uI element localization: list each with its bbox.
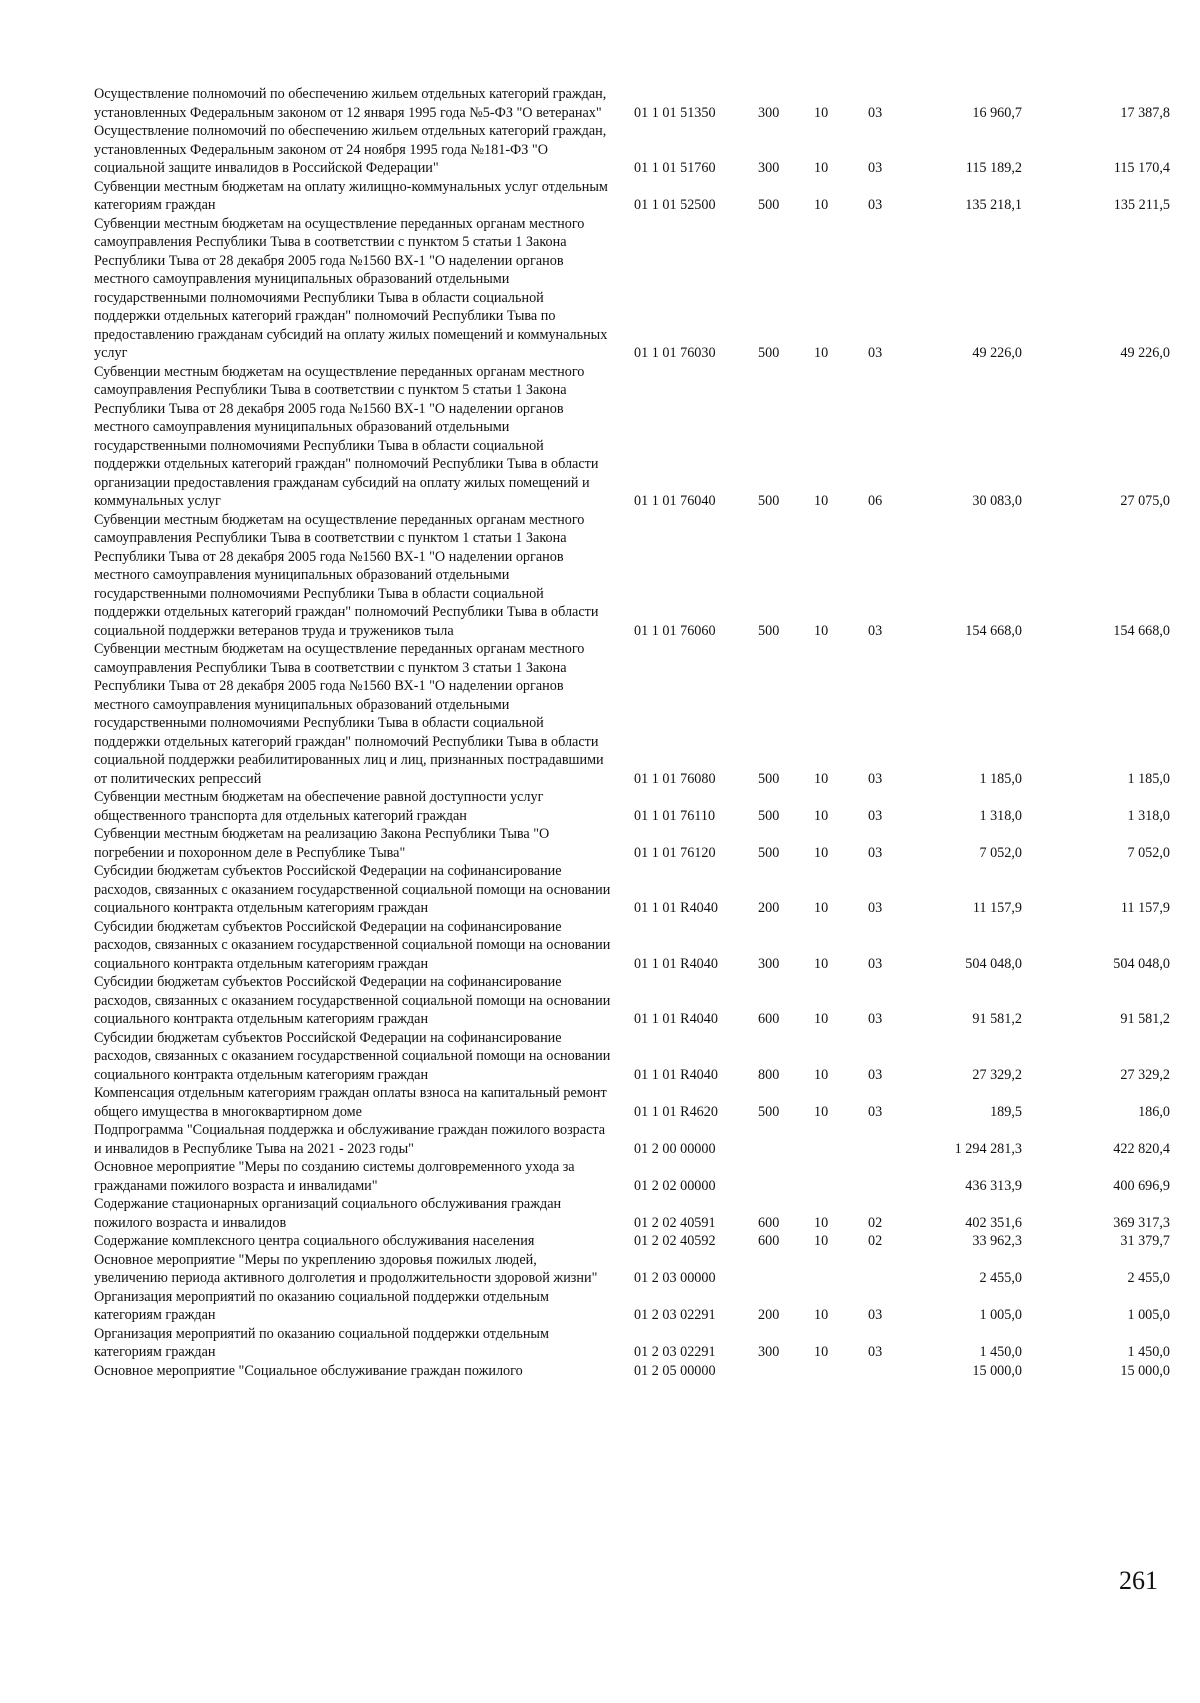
table-row	[94, 1029, 1170, 1085]
amount-year-2: 11 157,9	[1120, 900, 1170, 916]
section-code: 10	[814, 900, 829, 916]
target-article-code: 01 1 01 76030	[634, 345, 716, 361]
row-description: Субвенции местным бюджетам на осуществление переданных органам местного самоуправления Республики Тыва в соответствии с пунктом 5 статьи 1 Закона Республики Тыва от 28 декабря 2005 года №1560 ВХ-1 "О наделении органов местного самоуправления муниципальных образований отдельными государственными полномочиями Республики Тыва в области социальной поддержки отдельных категорий граждан" полномочий Республики Тыва по предоставлению гражданам субсидий на оплату жилых помещений и коммунальных услуг	[94, 215, 608, 361]
expense-type-code: 500	[758, 1103, 780, 1120]
subsection-code: 03	[868, 900, 883, 916]
amount-year-1: 154 668,0	[965, 622, 1022, 639]
amount-year-1: 1 185,0	[979, 770, 1022, 787]
expense-type-code: 500	[758, 622, 780, 639]
row-description: Субвенции местным бюджетам на обеспечение равной доступности услуг общественного транспорта для отдельных категорий граждан	[94, 789, 544, 824]
amount-year-1: 436 313,9	[965, 1177, 1022, 1194]
target-article-code: 01 2 02 00000	[634, 1177, 716, 1194]
table-row	[94, 1362, 1170, 1381]
section-code	[814, 1362, 868, 1381]
target-article-code: 01 2 03 00000	[634, 1270, 716, 1286]
amount-year-2: 400 696,9	[1113, 1177, 1170, 1194]
subsection-code: 03	[868, 1011, 883, 1027]
section-code: 10	[814, 955, 829, 972]
amount-year-2: 7 052,0	[1127, 844, 1170, 861]
amount-year-2: 422 820,4	[1113, 1140, 1170, 1157]
expense-type-code	[758, 1158, 814, 1195]
section-code: 10	[814, 197, 829, 213]
amount-year-2: 27 075,0	[1120, 493, 1170, 509]
subsection-code: 03	[868, 104, 883, 121]
expense-type-code: 600	[758, 1214, 780, 1231]
amount-year-1: 1 005,0	[979, 1307, 1022, 1323]
amount-year-1: 189,5	[990, 1103, 1022, 1120]
subsection-code	[868, 1362, 928, 1381]
amount-year-2: 49 226,0	[1120, 345, 1170, 361]
target-article-code: 01 1 01 51350	[634, 104, 716, 121]
subsection-code: 03	[868, 1307, 883, 1323]
amount-year-2: 1 450,0	[1127, 1344, 1170, 1360]
amount-year-1: 11 157,9	[972, 900, 1022, 916]
target-article-code: 01 1 01 51760	[634, 160, 716, 176]
table-row	[94, 215, 1170, 363]
subsection-code: 03	[868, 844, 883, 861]
page-number: 261	[1119, 1566, 1158, 1595]
table-row	[94, 640, 1170, 788]
amount-year-1: 27 329,2	[972, 1066, 1022, 1083]
table-row	[94, 511, 1170, 641]
subsection-code: 02	[868, 1233, 883, 1249]
table-row	[94, 1232, 1170, 1251]
subsection-code: 03	[868, 770, 883, 787]
target-article-code: 01 2 00 00000	[634, 1140, 716, 1157]
expense-type-code: 300	[758, 955, 780, 972]
target-article-code: 01 2 02 40591	[634, 1214, 716, 1231]
amount-year-1: 1 294 281,3	[954, 1140, 1022, 1157]
subsection-code: 03	[868, 1344, 883, 1360]
section-code: 10	[814, 844, 829, 861]
expense-type-code: 600	[758, 1011, 780, 1027]
table-row	[94, 122, 1170, 178]
expense-type-code: 200	[758, 900, 780, 916]
subsection-code: 03	[868, 807, 883, 824]
amount-year-2: 504 048,0	[1113, 955, 1170, 972]
subsection-code: 03	[868, 345, 883, 361]
expense-type-code: 500	[758, 197, 780, 213]
expense-type-code: 200	[758, 1307, 780, 1323]
amount-year-1: 504 048,0	[965, 955, 1022, 972]
subsection-code: 03	[868, 1103, 883, 1120]
amount-year-2: 369 317,3	[1113, 1214, 1170, 1231]
amount-year-1: 1 318,0	[979, 807, 1022, 824]
section-code: 10	[814, 1214, 829, 1231]
budget-table	[94, 85, 1170, 1380]
subsection-code: 03	[868, 622, 883, 639]
expense-type-code: 300	[758, 160, 780, 176]
expense-type-code: 300	[758, 104, 780, 121]
amount-year-1: 402 351,6	[965, 1214, 1022, 1231]
row-description: Субсидии бюджетам субъектов Российской Федерации на софинансирование расходов, связанных с оказанием государственной социальной помощи на основании социального контракта отдельным категориям граждан	[94, 1029, 611, 1083]
subsection-code	[868, 1251, 928, 1288]
amount-year-2: 2 455,0	[1127, 1270, 1170, 1286]
amount-year-1: 30 083,0	[972, 493, 1022, 509]
expense-type-code: 500	[758, 493, 780, 509]
section-code: 10	[814, 807, 829, 824]
row-description: Субвенции местным бюджетам на осуществление переданных органам местного самоуправления Республики Тыва в соответствии с пунктом 5 статьи 1 Закона Республики Тыва от 28 декабря 2005 года №1560 ВХ-1 "О наделении органов местного самоуправления муниципальных образований отдельными государственными полномочиями Республики Тыва в области социальной поддержки отдельных категорий граждан" полномочий Республики Тыва в области организации предоставления гражданам субсидий на оплату жилых помещений и коммунальных услуг	[94, 363, 599, 509]
amount-year-2: 1 185,0	[1127, 770, 1170, 787]
section-code: 10	[814, 1103, 829, 1120]
target-article-code: 01 1 01 R4040	[634, 1011, 718, 1027]
subsection-code: 03	[868, 1066, 883, 1083]
table-row	[94, 85, 1170, 122]
amount-year-1: 33 962,3	[972, 1233, 1022, 1249]
target-article-code: 01 1 01 R4040	[634, 900, 718, 916]
subsection-code: 03	[868, 160, 883, 176]
amount-year-1: 2 455,0	[979, 1270, 1022, 1286]
table-row	[94, 862, 1170, 918]
subsection-code: 06	[868, 493, 883, 509]
expense-type-code	[758, 1362, 814, 1381]
amount-year-2: 31 379,7	[1120, 1233, 1170, 1249]
section-code: 10	[814, 1307, 829, 1323]
table-row	[94, 918, 1170, 974]
table-row	[94, 825, 1170, 862]
table-row	[94, 1251, 1170, 1288]
subsection-code	[868, 1121, 928, 1158]
row-description: Осуществление полномочий по обеспечению жильем отдельных категорий граждан, установленных Федеральным законом от 12 января 1995 года №5-ФЗ "О ветеранах"	[94, 86, 607, 121]
table-row	[94, 363, 1170, 511]
target-article-code: 01 1 01 76040	[634, 493, 716, 509]
amount-year-2: 17 387,8	[1120, 104, 1170, 121]
amount-year-2: 1 318,0	[1127, 807, 1170, 824]
amount-year-2: 15 000,0	[1120, 1362, 1170, 1379]
expense-type-code: 600	[758, 1233, 780, 1249]
table-row	[94, 1121, 1170, 1158]
section-code: 10	[814, 104, 829, 121]
table-row	[94, 1195, 1170, 1232]
target-article-code: 01 1 01 R4620	[634, 1103, 718, 1120]
row-description: Основное мероприятие "Меры по укреплению здоровья пожилых людей, увеличению периода активного долголетия и продолжительности здоровой жизни"	[94, 1251, 598, 1286]
section-code: 10	[814, 1066, 829, 1083]
row-description: Основное мероприятие "Меры по созданию системы долговременного ухода за гражданами пожилого возраста и инвалидами"	[94, 1159, 575, 1194]
amount-year-2: 135 211,5	[1113, 197, 1170, 213]
section-code: 10	[814, 622, 829, 639]
section-code: 10	[814, 1011, 829, 1027]
section-code	[814, 1158, 868, 1195]
target-article-code: 01 1 01 52500	[634, 197, 716, 213]
expense-type-code: 500	[758, 345, 780, 361]
target-article-code: 01 1 01 R4040	[634, 1066, 718, 1083]
target-article-code: 01 1 01 76120	[634, 844, 716, 861]
table-row	[94, 1158, 1170, 1195]
row-description: Субсидии бюджетам субъектов Российской Федерации на софинансирование расходов, связанных с оказанием государственной социальной помощи на основании социального контракта отдельным категориям граждан	[94, 974, 611, 1027]
row-description: Осуществление полномочий по обеспечению жильем отдельных категорий граждан, установленных Федеральным законом от 24 ноября 1995 года №181-ФЗ "О социальной защите инвалидов в Российской Федерации"	[94, 123, 607, 176]
row-description: Субсидии бюджетам субъектов Российской Федерации на софинансирование расходов, связанных с оказанием государственной социальной помощи на основании социального контракта отдельным категориям граждан	[94, 918, 611, 972]
subsection-code: 02	[868, 1214, 883, 1231]
expense-type-code: 800	[758, 1066, 780, 1083]
section-code: 10	[814, 160, 829, 176]
row-description: Подпрограмма "Социальная поддержка и обслуживание граждан пожилого возраста и инвалидов в Республике Тыва на 2021 - 2023 годы"	[94, 1122, 606, 1157]
target-article-code: 01 2 02 40592	[634, 1233, 716, 1249]
expense-type-code: 300	[758, 1344, 780, 1360]
section-code: 10	[814, 345, 829, 361]
target-article-code: 01 1 01 R4040	[634, 955, 718, 972]
subsection-code: 03	[868, 955, 883, 972]
section-code: 10	[814, 1233, 829, 1249]
expense-type-code: 500	[758, 844, 780, 861]
target-article-code: 01 1 01 76060	[634, 622, 716, 639]
row-description: Субвенции местным бюджетам на осуществление переданных органам местного самоуправления Республики Тыва в соответствии с пунктом 1 статьи 1 Закона Республики Тыва от 28 декабря 2005 года №1560 ВХ-1 "О наделении органов местного самоуправления муниципальных образований отдельными государственными полномочиями Республики Тыва в области социальной поддержки отдельных категорий граждан" полномочий Республики Тыва в области социальной поддержки ветеранов труда и тружеников тыла	[94, 511, 599, 639]
table-row	[94, 1325, 1170, 1362]
amount-year-2: 154 668,0	[1113, 622, 1170, 639]
subsection-code	[868, 1158, 928, 1195]
amount-year-1: 1 450,0	[979, 1344, 1022, 1360]
target-article-code: 01 1 01 76080	[634, 770, 716, 787]
amount-year-2: 186,0	[1138, 1103, 1170, 1120]
row-description: Компенсация отдельным категориям граждан оплаты взноса на капитальный ремонт общего имущества в многоквартирном доме	[94, 1085, 607, 1120]
row-description: Содержание комплексного центра социального обслуживания населения	[94, 1233, 535, 1249]
table-row	[94, 973, 1170, 1029]
amount-year-1: 135 218,1	[965, 197, 1022, 213]
expense-type-code: 500	[758, 807, 780, 824]
amount-year-2: 27 329,2	[1120, 1066, 1170, 1083]
table-row	[94, 788, 1170, 825]
table-row	[94, 1084, 1170, 1121]
table-row	[94, 1288, 1170, 1325]
amount-year-2: 115 170,4	[1113, 160, 1170, 176]
section-code: 10	[814, 770, 829, 787]
amount-year-1: 49 226,0	[972, 345, 1022, 361]
budget-table-body	[94, 85, 1170, 1380]
amount-year-2: 91 581,2	[1120, 1011, 1170, 1027]
amount-year-1: 91 581,2	[972, 1011, 1022, 1027]
expense-type-code	[758, 1121, 814, 1158]
expense-type-code	[758, 1251, 814, 1288]
target-article-code: 01 2 03 02291	[634, 1344, 716, 1360]
amount-year-1: 115 189,2	[965, 160, 1022, 176]
target-article-code: 01 1 01 76110	[634, 807, 716, 824]
amount-year-2: 1 005,0	[1127, 1307, 1170, 1323]
expense-type-code: 500	[758, 770, 780, 787]
target-article-code: 01 2 03 02291	[634, 1307, 716, 1323]
section-code	[814, 1121, 868, 1158]
table-row	[94, 178, 1170, 215]
row-description: Основное мероприятие "Социальное обслуживание граждан пожилого	[94, 1362, 523, 1379]
row-description: Организация мероприятий по оказанию социальной поддержки отдельным категориям граждан	[94, 1325, 549, 1360]
row-description: Субсидии бюджетам субъектов Российской Федерации на софинансирование расходов, связанных с оказанием государственной социальной помощи на основании социального контракта отдельным категориям граждан	[94, 863, 611, 916]
amount-year-1: 15 000,0	[972, 1362, 1022, 1379]
row-description: Субвенции местным бюджетам на осуществление переданных органам местного самоуправления Республики Тыва в соответствии с пунктом 3 статьи 1 Закона Республики Тыва от 28 декабря 2005 года №1560 ВХ-1 "О наделении органов местного самоуправления муниципальных образований отдельными государственными полномочиями Республики Тыва в области социальной поддержки отдельных категорий граждан" полномочий Республики Тыва в области социальной поддержки реабилитированных лиц и лиц, признанных пострадавшими от политических репрессий	[94, 641, 604, 787]
amount-year-1: 7 052,0	[979, 844, 1022, 861]
row-description: Организация мероприятий по оказанию социальной поддержки отдельным категориям граждан	[94, 1288, 549, 1323]
section-code: 10	[814, 1344, 829, 1360]
row-description: Субвенции местным бюджетам на оплату жилищно-коммунальных услуг отдельным категориям граждан	[94, 178, 608, 213]
row-description: Содержание стационарных организаций социального обслуживания граждан пожилого возраста и инвалидов	[94, 1196, 562, 1231]
amount-year-1: 16 960,7	[972, 104, 1022, 121]
section-code	[814, 1251, 868, 1288]
section-code: 10	[814, 493, 829, 509]
subsection-code: 03	[868, 197, 883, 213]
target-article-code: 01 2 05 00000	[634, 1362, 716, 1379]
row-description: Субвенции местным бюджетам на реализацию Закона Республики Тыва "О погребении и похоронном деле в Республике Тыва"	[94, 826, 550, 861]
